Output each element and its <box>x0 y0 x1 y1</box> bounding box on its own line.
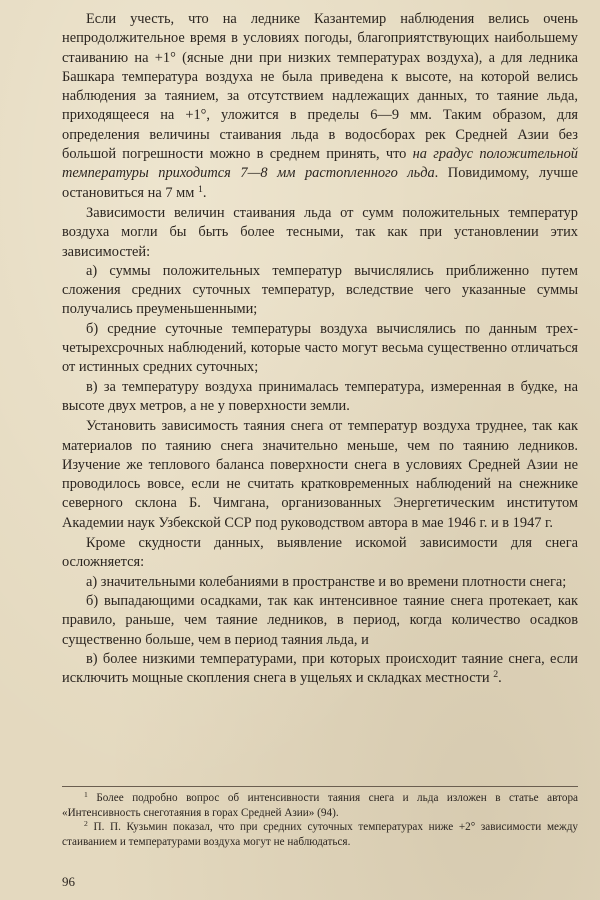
footnote-2: $^2$ П. П. Кузьмин показал, что при средних суточных температурах ниже +2° зависимости между стаиванием и температурами воздуха могут не наблюдаться. <box>62 819 578 848</box>
paragraph-7: Кроме скудности данных, выявление искомой зависимости для снега осложняется: <box>62 535 578 571</box>
paragraph-1: Если учесть, что на леднике Казантемир наблюдения велись очень непродолжительное время в условиях погоды, благоприятствующих наибольшему стаиванию на +1° (ясные дни при низких температурах воздуха), а для ледника Башкара температура воздуха не была приведена к высоте, на которой велись наблюдения за таянием, за отсутствием надлежащих данных, то таяние льда, приходящееся на +1°, уложится в пределы 6—9 мм. Таким образом, для определения величины стаивания льда в водосборах рек Средней Азии без большой погрешности можно в среднем принять, что на градус положительной температуры приходится 7—8 мм растопленного льда. Повидимому, лучше остановиться на 7 мм $^1$. <box>62 11 578 201</box>
paragraph-6: Установить зависимость таяния снега от температур воздуха труднее, так как материалов по таянию снега значительно меньше, чем по таянию ледников. Изучение же теплового баланса поверхности снега в условиях Средней Азии не проводилось вовсе, если не считать кратковременных наблюдений на снежнике северного склона Б. Чимгана, организованных Энергетическим институтом Академии наук Узбекской ССР под руководством автора в мае 1946 г. и в 1947 г. <box>62 418 578 531</box>
paragraph-10: в) более низкими температурами, при которых происходит таяние снега, если исключить мощные скопления снега в ущельях и складках местности $^2$. <box>62 650 578 687</box>
footnote-ref-2: 2 <box>493 669 499 681</box>
paragraph-3: а) суммы положительных температур вычислялись приближенно путем сложения средних суточных температур, вследствие чего указанные суммы получались преуменьшенными; <box>62 262 578 318</box>
footnote-1: $^1$ Более подробно вопрос об интенсивности таяния снега и льда изложен в статье автора «Интенсивность снеготаяния в горах Средней Азии» (94). <box>62 790 579 819</box>
paragraph-2: Зависимости величин стаивания льда от сумм положительных температур воздуха могли бы быть более тесными, так как при установлении этих зависимостей: <box>62 204 578 260</box>
paragraph-4: б) средние суточные температуры воздуха вычислялись по данным трех-четырехсрочных наблюдений, которые часто могут весьма существенно отличаться от истинных средних суточных; <box>62 320 578 376</box>
paragraph-9: б) выпадающими осадками, так как интенсивное таяние снега протекает, как правило, раньше, чем таяние ледников, в период, когда количество осадков существенно больше, чем в период таяния льда, и <box>62 592 578 648</box>
footnotes <box>62 786 578 849</box>
paragraph-8: а) значительными колебаниями в пространстве и во времени плотности снега; <box>86 573 567 590</box>
paragraph-5: в) за температуру воздуха принималась температура, измеренная в будке, на высоте двух метров, а не у поверхности земли. <box>62 378 578 414</box>
italic-emphasis: на градус положительной температуры приходится 7—8 мм растопленного льда <box>62 146 578 182</box>
page-number: 96 <box>62 874 75 889</box>
footnote-ref-1: 1 <box>197 183 203 195</box>
main-text <box>62 10 578 688</box>
